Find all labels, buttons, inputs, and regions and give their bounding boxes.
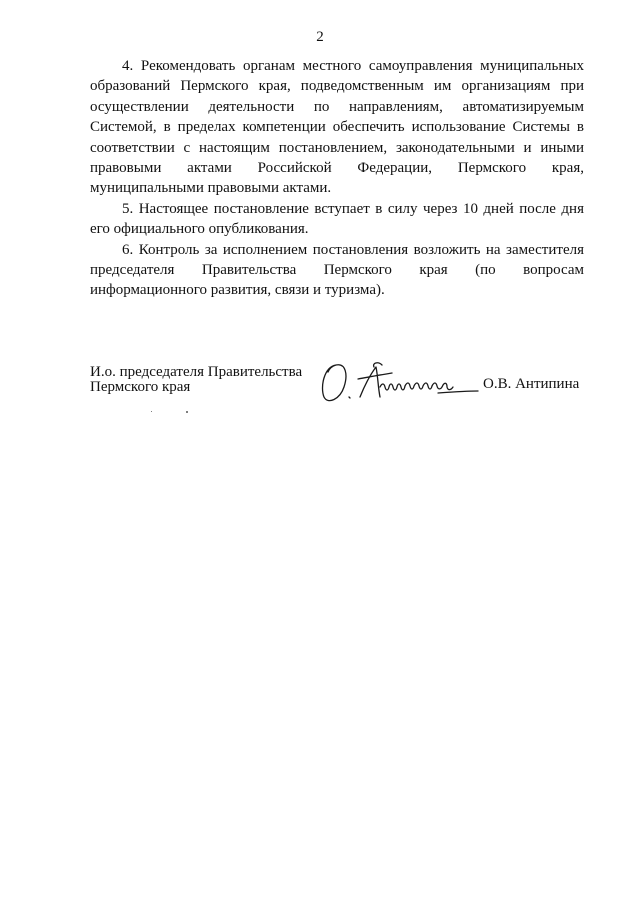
paragraph-4: 4. Рекомендовать органам местного самоуправления муниципальных образований Пермского края, подведомственным им организациям при осуществлении деятельности по направлениям, автоматизируемым Системой, в пределах компетенции обеспечить использование Системы в соответствии с настоящим постановлением, законодательными и иными правовыми актами Российской Федерации, Пермского края, муниципальными правовыми актами. xyxy=(90,58,584,197)
signer-title xyxy=(90,365,302,395)
signer-name: О.В. Антипина xyxy=(483,376,580,392)
page-number: 2 xyxy=(316,29,324,45)
signer-title-line-2: Пермского края xyxy=(90,379,191,395)
signer-title-line-1: И.о. председателя Правительства xyxy=(90,364,303,380)
document-body xyxy=(90,56,584,301)
scan-speck xyxy=(186,411,188,413)
scan-speck xyxy=(151,411,152,412)
signature-block xyxy=(90,365,590,405)
paragraph-6: 6. Контроль за исполнением постановления возложить на заместителя председателя Правительства Пермского края (по вопросам информационного развития, связи и туризма). xyxy=(90,241,584,299)
paragraph-5: 5. Настоящее постановление вступает в силу через 10 дней после дня его официального опубликования. xyxy=(90,200,584,238)
handwritten-signature xyxy=(318,357,488,407)
